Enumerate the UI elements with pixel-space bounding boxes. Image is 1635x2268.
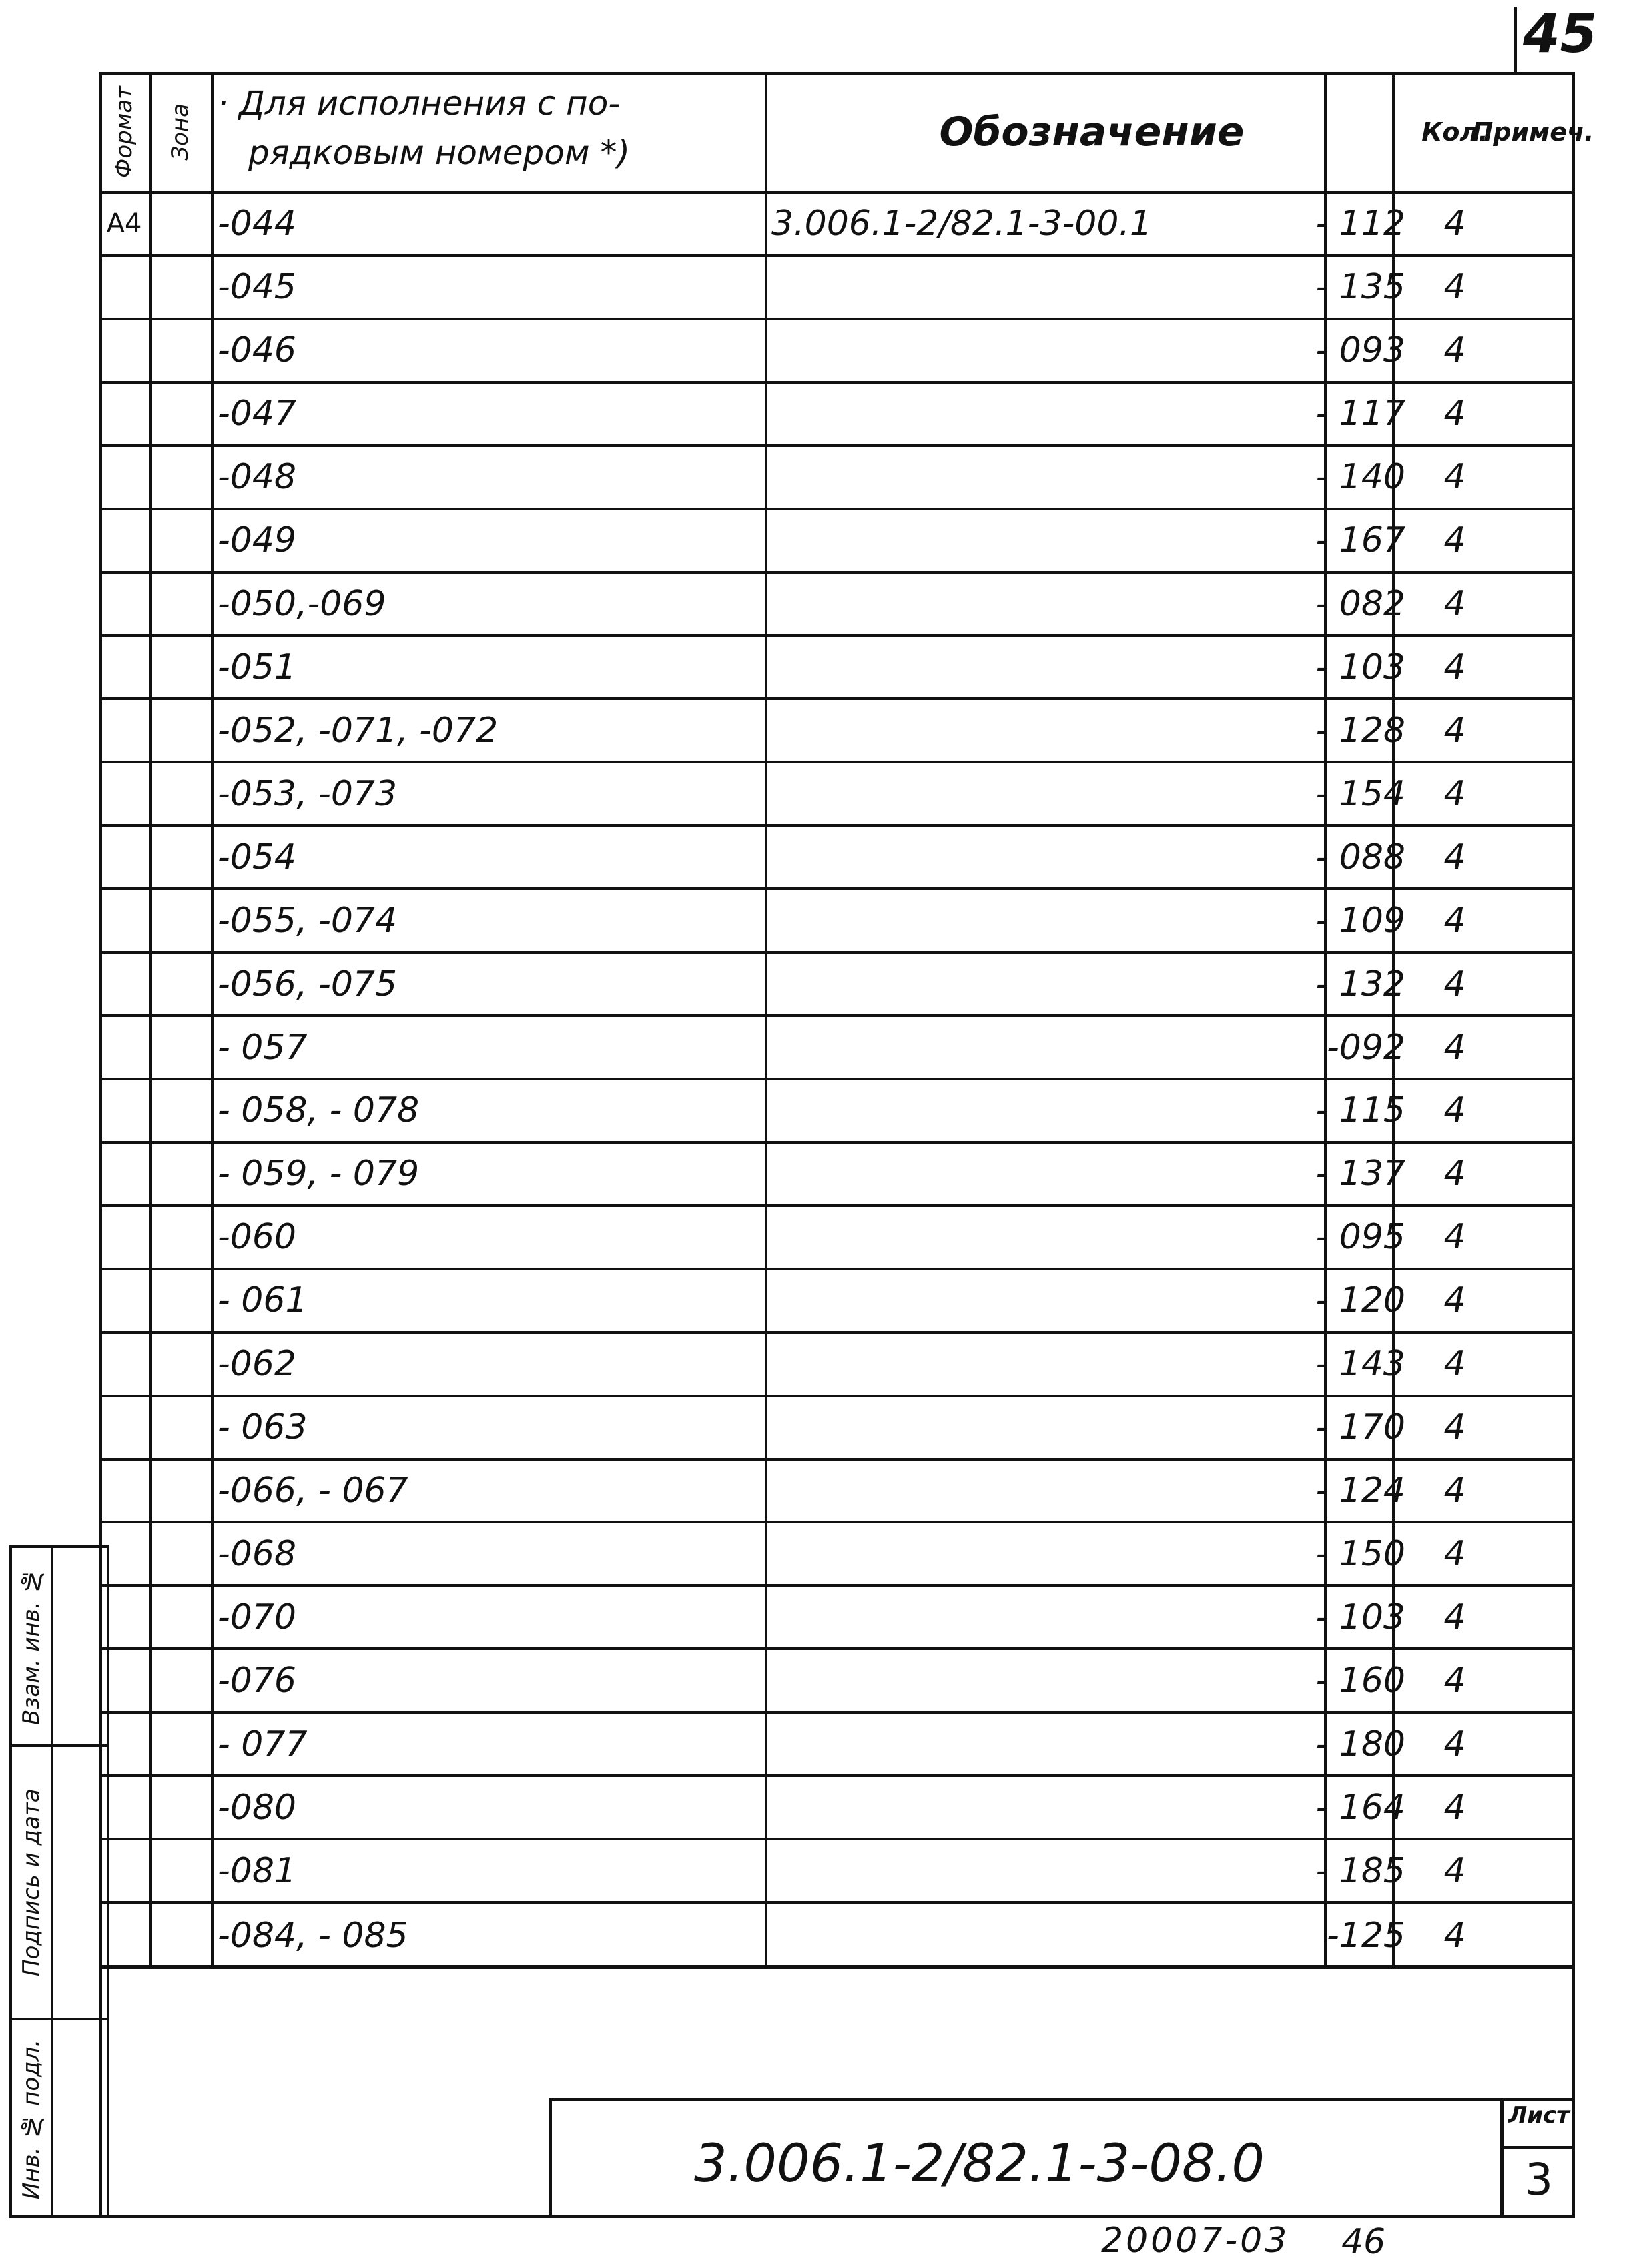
header-ispolnenie-line1: · Для исполнения с по- — [218, 84, 621, 123]
table-row — [99, 1334, 1573, 1397]
table-row — [99, 447, 1573, 510]
cell-format — [99, 1270, 149, 1331]
cell-designation — [765, 1144, 1419, 1204]
designation-suffix: - 167 — [1315, 520, 1405, 561]
cell-ispolnenie: -053, -073 — [218, 773, 398, 814]
cell-note — [1491, 1650, 1573, 1711]
cell-designation — [765, 700, 1419, 761]
cell-note — [1491, 954, 1573, 1014]
cell-designation — [765, 1714, 1419, 1774]
cell-note — [1491, 1144, 1573, 1204]
cell-note — [1491, 1587, 1573, 1647]
table-row — [99, 1524, 1573, 1587]
cell-ispolnenie: -049 — [218, 520, 297, 561]
cell-note — [1491, 1524, 1573, 1585]
cell-format — [99, 574, 149, 635]
cell-qty: 4 — [1443, 1787, 1466, 1828]
table-row — [99, 257, 1573, 320]
cell-note — [1491, 574, 1573, 635]
cell-format — [99, 954, 149, 1014]
cell-note — [1491, 1397, 1573, 1458]
cell-designation — [765, 827, 1419, 887]
table-row — [99, 1777, 1573, 1840]
cell-note — [1491, 763, 1573, 824]
cell-ispolnenie: -060 — [218, 1217, 297, 1258]
table-row — [99, 574, 1573, 637]
page-number-divider — [1514, 7, 1517, 73]
cell-ispolnenie: -050,-069 — [218, 584, 386, 625]
designation-suffix: - 128 — [1315, 710, 1405, 751]
cell-designation — [765, 637, 1419, 698]
cell-designation — [765, 1777, 1419, 1838]
cell-designation — [765, 1461, 1419, 1521]
cell-qty: 4 — [1443, 394, 1466, 434]
header-designation-label: Обозначение — [939, 109, 1245, 155]
designation-suffix: - 160 — [1315, 1660, 1405, 1701]
cell-qty: 4 — [1443, 964, 1466, 1004]
designation-prefix: 3.006.1-2/82.1-3-00.1 — [771, 204, 1153, 244]
cell-qty: 4 — [1443, 647, 1466, 687]
cell-designation — [765, 1524, 1419, 1585]
cell-note — [1491, 194, 1573, 254]
cell-note — [1491, 1207, 1573, 1268]
cell-ispolnenie: - 061 — [218, 1280, 308, 1321]
cell-designation — [765, 1017, 1419, 1078]
cell-note — [1491, 1777, 1573, 1838]
stamp-designation: 3.006.1-2/82.1-3-08.0 — [694, 2134, 1265, 2194]
table-row — [99, 1017, 1573, 1080]
cell-note — [1491, 510, 1573, 571]
cell-ispolnenie: -046 — [218, 330, 297, 371]
table-row — [99, 1461, 1573, 1524]
cell-designation — [765, 320, 1419, 381]
table-row — [99, 1904, 1573, 1967]
cell-ispolnenie: -056, -075 — [218, 964, 398, 1004]
cell-ispolnenie: - 057 — [218, 1027, 308, 1068]
cell-note — [1491, 1017, 1573, 1078]
designation-suffix: - 140 — [1315, 457, 1405, 498]
table-row — [99, 194, 1573, 257]
cell-format — [99, 827, 149, 887]
cell-ispolnenie: -045 — [218, 267, 297, 308]
designation-suffix: - 132 — [1315, 964, 1405, 1004]
table-row — [99, 1397, 1573, 1461]
cell-ispolnenie: -055, -074 — [218, 900, 398, 941]
cell-ispolnenie: -066, - 067 — [218, 1471, 408, 1511]
cell-note — [1491, 890, 1573, 951]
cell-designation — [765, 1840, 1419, 1901]
cell-designation — [765, 447, 1419, 508]
header-ispolnenie — [218, 79, 765, 192]
cell-qty: 4 — [1443, 1915, 1466, 1956]
cell-ispolnenie: - 059, - 079 — [218, 1154, 420, 1194]
cell-ispolnenie: - 063 — [218, 1407, 308, 1448]
table-row — [99, 1144, 1573, 1207]
cell-ispolnenie: -081 — [218, 1850, 297, 1891]
side-stamp-divider — [51, 1545, 53, 2218]
stamp-sheet-label: Лист — [1508, 2102, 1570, 2129]
cell-ispolnenie: - 058, - 078 — [218, 1090, 420, 1131]
footer-doc-page: 46 — [1341, 2222, 1386, 2262]
table-row — [99, 954, 1573, 1017]
cell-format — [99, 763, 149, 824]
cell-ispolnenie: -070 — [218, 1597, 297, 1637]
designation-suffix: - 103 — [1315, 647, 1405, 687]
cell-ispolnenie: -051 — [218, 647, 297, 687]
cell-qty: 4 — [1443, 1154, 1466, 1194]
cell-ispolnenie: -054 — [218, 837, 297, 877]
cell-qty: 4 — [1443, 837, 1466, 877]
table-row — [99, 510, 1573, 574]
cell-qty: 4 — [1443, 1597, 1466, 1637]
designation-suffix: - 143 — [1315, 1344, 1405, 1385]
designation-suffix: - 112 — [1315, 204, 1405, 244]
cell-qty: 4 — [1443, 267, 1466, 308]
table-row — [99, 1270, 1573, 1334]
table-row — [99, 1207, 1573, 1270]
cell-ispolnenie: -062 — [218, 1344, 297, 1385]
cell-designation — [765, 763, 1419, 824]
cell-ispolnenie: - 077 — [218, 1724, 308, 1764]
designation-suffix: - 095 — [1315, 1217, 1405, 1258]
cell-format — [99, 700, 149, 761]
designation-suffix: - 135 — [1315, 267, 1405, 308]
header-format-label: Формат — [111, 86, 137, 178]
table-bottom-line — [99, 1965, 1575, 1969]
header-qty-label: Кол. — [1421, 117, 1488, 147]
cell-qty: 4 — [1443, 773, 1466, 814]
cell-format — [99, 1080, 149, 1141]
cell-qty: 4 — [1443, 1850, 1466, 1891]
cell-note — [1491, 384, 1573, 444]
cell-qty: 4 — [1443, 330, 1466, 371]
cell-designation — [765, 384, 1419, 444]
cell-note — [1491, 1080, 1573, 1141]
cell-format — [99, 320, 149, 381]
designation-suffix: - 185 — [1315, 1850, 1405, 1891]
cell-ispolnenie: -076 — [218, 1660, 297, 1701]
cell-qty: 4 — [1443, 1217, 1466, 1258]
cell-qty: 4 — [1443, 520, 1466, 561]
table-row — [99, 1080, 1573, 1144]
table-row — [99, 700, 1573, 763]
side-label-podpis: Подпись и дата — [18, 1788, 45, 1976]
cell-ispolnenie: -048 — [218, 457, 297, 498]
cell-format — [99, 1397, 149, 1458]
cell-qty: 4 — [1443, 457, 1466, 498]
cell-designation — [765, 1650, 1419, 1711]
cell-designation — [765, 1080, 1419, 1141]
designation-suffix: - 103 — [1315, 1597, 1405, 1637]
footer-doc-code: 20007-03 — [1101, 2221, 1290, 2261]
cell-format — [99, 257, 149, 318]
side-label-vzam: Взам. инв. № — [18, 1567, 45, 1725]
table-row — [99, 1840, 1573, 1904]
header-format — [99, 73, 149, 191]
header-zone — [149, 73, 211, 191]
header-ispolnenie-line2: рядковым номером *) — [248, 133, 630, 172]
header-note — [1472, 73, 1594, 191]
cell-note — [1491, 1840, 1573, 1901]
cell-ispolnenie: -080 — [218, 1787, 297, 1828]
cell-note — [1491, 1334, 1573, 1395]
designation-suffix: -125 — [1326, 1915, 1405, 1956]
cell-note — [1491, 320, 1573, 381]
cell-qty: 4 — [1443, 1090, 1466, 1131]
header-zone-label: Зона — [167, 103, 194, 161]
cell-format: А4 — [106, 208, 142, 240]
cell-ispolnenie: -044 — [218, 204, 297, 244]
cell-designation — [765, 1397, 1419, 1458]
cell-qty: 4 — [1443, 710, 1466, 751]
cell-note — [1491, 1270, 1573, 1331]
cell-designation — [765, 257, 1419, 318]
cell-qty: 4 — [1443, 204, 1466, 244]
stamp-sheet-number: 3 — [1525, 2154, 1553, 2205]
cell-note — [1491, 1461, 1573, 1521]
header-designation — [765, 73, 1419, 191]
cell-note — [1491, 1714, 1573, 1774]
table-row — [99, 637, 1573, 701]
cell-note — [1491, 637, 1573, 698]
cell-ispolnenie: -084, - 085 — [218, 1915, 408, 1956]
cell-format — [99, 1144, 149, 1204]
cell-qty: 4 — [1443, 584, 1466, 625]
designation-suffix: - 124 — [1315, 1471, 1405, 1511]
side-label-inv-podl: Инв. № подл. — [18, 2039, 45, 2199]
cell-format — [99, 384, 149, 444]
cell-note — [1491, 257, 1573, 318]
cell-designation — [765, 1207, 1419, 1268]
cell-qty: 4 — [1443, 900, 1466, 941]
cell-note — [1491, 700, 1573, 761]
cell-designation — [765, 574, 1419, 635]
table-row — [99, 890, 1573, 954]
cell-designation — [765, 1270, 1419, 1331]
cell-format — [99, 447, 149, 508]
designation-suffix: - 170 — [1315, 1407, 1405, 1448]
designation-suffix: - 150 — [1315, 1533, 1405, 1574]
cell-note — [1491, 827, 1573, 887]
designation-suffix: - 088 — [1315, 837, 1405, 877]
title-stamp-sheet-line — [1500, 2146, 1575, 2149]
cell-qty: 4 — [1443, 1344, 1466, 1385]
table-row — [99, 1587, 1573, 1650]
cell-format — [99, 510, 149, 571]
cell-qty: 4 — [1443, 1027, 1466, 1068]
cell-designation — [765, 1904, 1419, 1967]
cell-ispolnenie: -068 — [218, 1533, 297, 1574]
cell-qty: 4 — [1443, 1533, 1466, 1574]
cell-qty: 4 — [1443, 1407, 1466, 1448]
cell-qty: 4 — [1443, 1660, 1466, 1701]
designation-suffix: - 115 — [1315, 1090, 1405, 1131]
cell-ispolnenie: -052, -071, -072 — [218, 710, 499, 751]
title-stamp-sheet-divider — [1500, 2098, 1504, 2218]
designation-suffix: - 137 — [1315, 1154, 1405, 1194]
header-note-label: Примеч. — [1472, 117, 1594, 147]
cell-format — [99, 890, 149, 951]
cell-designation — [765, 194, 1419, 254]
cell-format — [99, 1461, 149, 1521]
designation-suffix: - 082 — [1315, 584, 1405, 625]
designation-suffix: -092 — [1326, 1027, 1405, 1068]
cell-qty: 4 — [1443, 1280, 1466, 1321]
designation-suffix: - 093 — [1315, 330, 1405, 371]
cell-designation — [765, 510, 1419, 571]
designation-suffix: - 154 — [1315, 773, 1405, 814]
designation-suffix: - 117 — [1315, 394, 1405, 434]
cell-format — [99, 637, 149, 698]
cell-note — [1491, 447, 1573, 508]
designation-suffix: - 120 — [1315, 1280, 1405, 1321]
table-row — [99, 1650, 1573, 1714]
cell-designation — [765, 1334, 1419, 1395]
cell-designation — [765, 1587, 1419, 1647]
table-row — [99, 827, 1573, 890]
cell-qty: 4 — [1443, 1471, 1466, 1511]
table-row — [99, 1714, 1573, 1777]
table-row — [99, 763, 1573, 827]
cell-qty: 4 — [1443, 1724, 1466, 1764]
cell-note — [1491, 1904, 1573, 1967]
cell-format — [99, 1017, 149, 1078]
table-row — [99, 384, 1573, 447]
cell-designation — [765, 954, 1419, 1014]
page-number: 45 — [1523, 3, 1598, 65]
designation-suffix: - 164 — [1315, 1787, 1405, 1828]
cell-designation — [765, 890, 1419, 951]
cell-format — [99, 1207, 149, 1268]
designation-suffix: - 109 — [1315, 900, 1405, 941]
cell-ispolnenie: -047 — [218, 394, 297, 434]
table-row — [99, 320, 1573, 384]
designation-suffix: - 180 — [1315, 1724, 1405, 1764]
cell-format — [99, 1334, 149, 1395]
